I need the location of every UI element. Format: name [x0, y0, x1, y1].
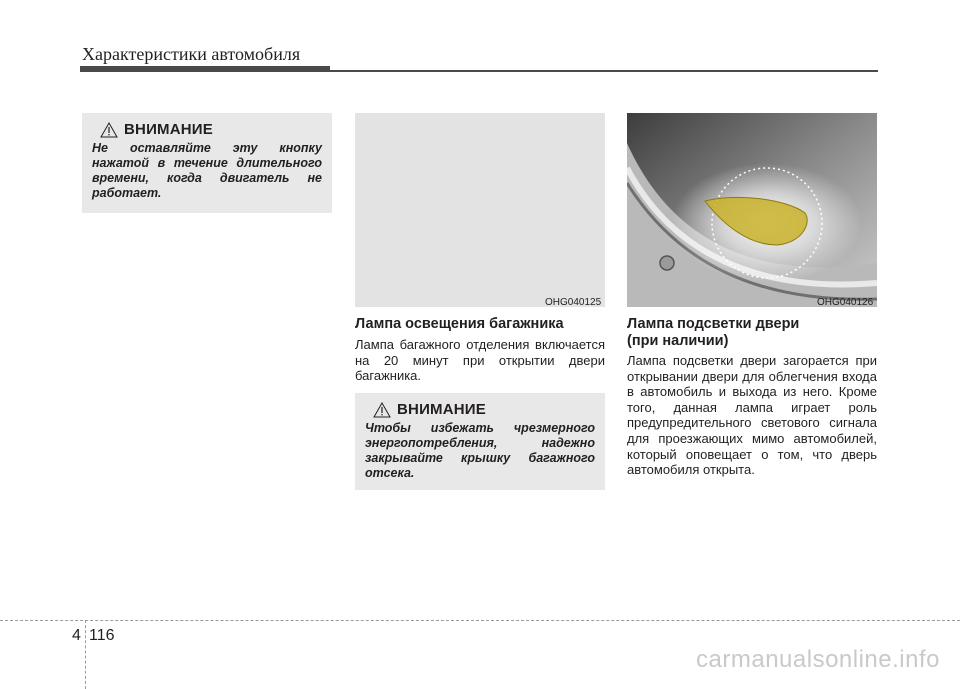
warning-header-1 [100, 121, 322, 138]
trunk-lamp-photo [355, 113, 605, 307]
warning-triangle-icon [373, 402, 391, 418]
section-title-door-lamp-line2: (при наличии) [627, 333, 729, 349]
warning-text-2: Чтобы избежать чрезмерного энергопотребления, надежно закрывайте крышку багажного отсека. [365, 421, 595, 480]
warning-title-1: ВНИМАНИЕ [124, 121, 213, 138]
footer-divider [0, 620, 960, 621]
watermark: carmanualsonline.info [696, 646, 940, 673]
section-title-door-lamp-line1: Лампа подсветки двери [627, 316, 800, 332]
photo-code-2: OHG040126 [817, 297, 874, 308]
warning-title-2: ВНИМАНИЕ [397, 401, 486, 418]
page-number: 116 [89, 627, 115, 644]
photo-code-1: OHG040125 [545, 297, 602, 308]
header-rule-thin [80, 70, 878, 72]
warning-header-2 [373, 401, 595, 418]
warning-box-1 [82, 113, 332, 213]
section-title-door-lamp [627, 316, 877, 350]
page-chapter: 4 [72, 627, 81, 644]
footer-vertical-divider [85, 620, 86, 689]
warning-triangle-icon [100, 122, 118, 138]
section-body-trunk-lamp: Лампа багажного отделения включается на 20 минут при открытии двери багажника. [355, 337, 605, 384]
door-lamp-photo [627, 113, 877, 307]
section-body-door-lamp: Лампа подсветки двери загорается при открывании двери для облегчения входа в автомобиль и выхода из него. Кроме того, данная лампа играет роль предупредительного светового сигнала для проезжающих мимо автомобилей, который оповещает о том, что дверь автомобиля открыта. [627, 353, 877, 478]
warning-text-1: Не оставляйте эту кнопку нажатой в течение длительного времени, когда двигатель не работает. [92, 141, 322, 200]
warning-box-2 [355, 393, 605, 490]
section-title-trunk-lamp: Лампа освещения багажника [355, 316, 564, 332]
header-title: Характеристики автомобиля [82, 44, 301, 64]
door-lamp-illustration [627, 113, 877, 307]
